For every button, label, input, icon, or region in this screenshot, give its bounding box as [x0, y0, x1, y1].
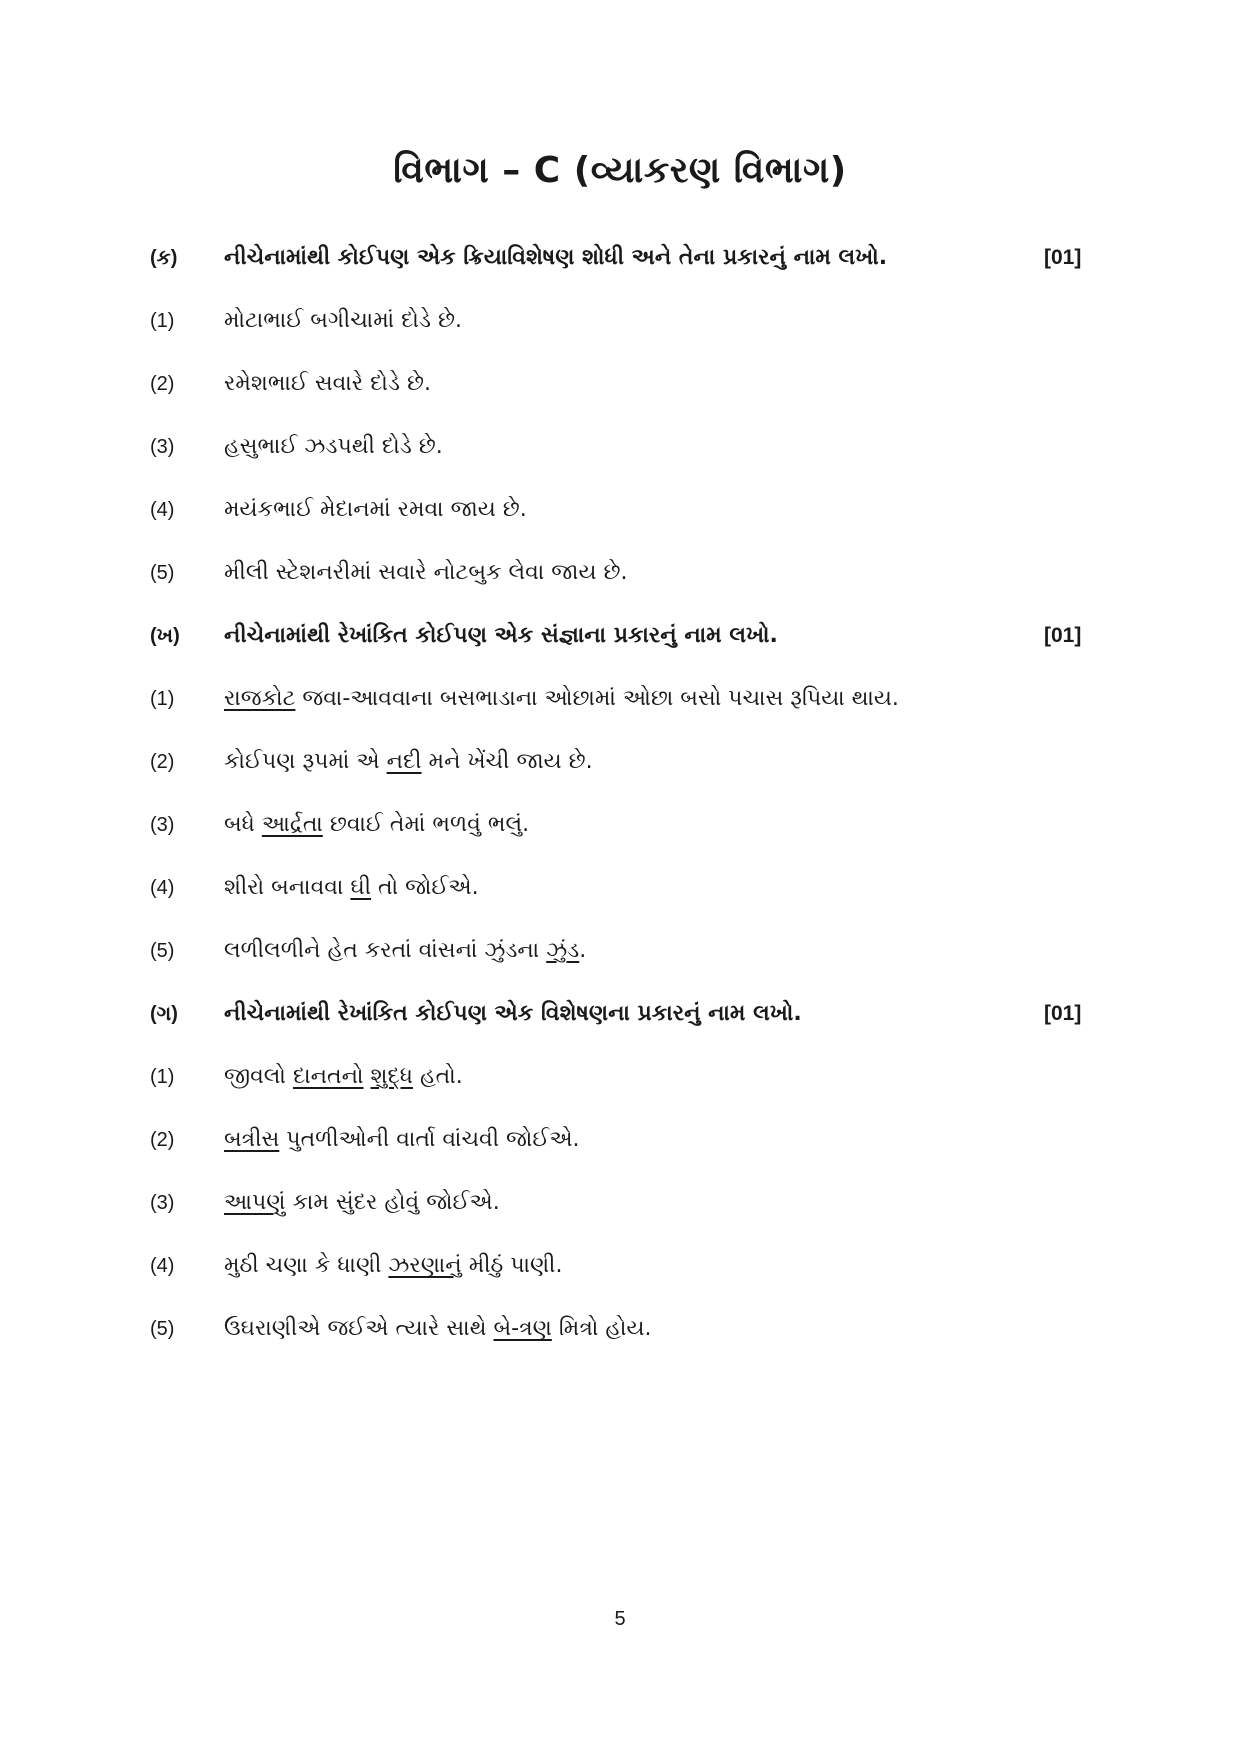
- item-number: (5): [150, 562, 175, 584]
- list-item: [0, 1309, 1240, 1349]
- underlined-word: ઝરણાનું: [388, 1253, 462, 1278]
- item-number: (3): [150, 814, 175, 836]
- list-item: [0, 805, 1240, 845]
- underlined-word: આર્દ્રતા: [261, 812, 323, 837]
- list-item: [0, 868, 1240, 908]
- list-item: [0, 1246, 1240, 1286]
- underlined-word: આપણું: [224, 1190, 286, 1215]
- item-text: ઉઘરાણીએ જઈએ ત્યારે સાથે બે-ત્રણ મિત્રો હોય.: [224, 1316, 652, 1341]
- list-item: [0, 364, 1240, 404]
- item-number: (5): [150, 940, 175, 962]
- list-item: [0, 679, 1240, 719]
- question-heading: [0, 994, 1240, 1034]
- item-number: (2): [150, 1129, 175, 1151]
- item-text: રમેશભાઈ સવારે દોડે છે.: [224, 371, 431, 396]
- item-text: હસુભાઈ ઝડપથી દોડે છે.: [224, 434, 443, 459]
- underlined-word: નદી: [386, 749, 422, 774]
- item-text: શીરો બનાવવા ઘી તો જોઈએ.: [224, 875, 479, 900]
- underlined-word: બે-ત્રણ: [493, 1316, 552, 1341]
- underlined-word: ઘી: [350, 875, 372, 900]
- item-number: (3): [150, 1192, 175, 1214]
- item-text: મોટાભાઈ બગીચામાં દોડે છે.: [224, 308, 462, 333]
- list-item: [0, 427, 1240, 467]
- list-item: [0, 1183, 1240, 1223]
- item-number: (1): [150, 688, 175, 710]
- question-label: (ગ): [150, 1003, 178, 1025]
- item-number: (4): [150, 877, 175, 899]
- item-text: જીવલો દાનતનો શુદ્ધ હતો.: [224, 1064, 463, 1089]
- question-marks: [01]: [1044, 624, 1082, 647]
- item-text: મયંકભાઈ મેદાનમાં રમવા જાય છે.: [224, 497, 527, 522]
- question-text: નીચેનામાંથી રેખાંકિત કોઈપણ એક વિશેષણના પ્રકારનું નામ લખો.: [224, 1001, 802, 1026]
- question-label: (ખ): [150, 625, 180, 647]
- item-number: (3): [150, 436, 175, 458]
- question-heading: [0, 238, 1240, 278]
- question-marks: [01]: [1044, 246, 1082, 269]
- item-number: (1): [150, 1066, 175, 1088]
- item-text: રાજકોટ જવા-આવવાના બસભાડાના ઓછામાં ઓછા બસો પચાસ રૂપિયા થાય.: [224, 686, 899, 711]
- question-heading: [0, 616, 1240, 656]
- item-number: (2): [150, 373, 175, 395]
- item-number: (4): [150, 499, 175, 521]
- list-item: [0, 931, 1240, 971]
- underlined-word: રાજકોટ: [224, 686, 296, 711]
- item-number: (5): [150, 1318, 175, 1340]
- question-text: નીચેનામાંથી કોઈપણ એક ક્રિયાવિશેષણ શોધી અને તેના પ્રકારનું નામ લખો.: [224, 245, 888, 270]
- list-item: [0, 1057, 1240, 1097]
- item-text: બધે આર્દ્રતા છવાઈ તેમાં ભળવું ભલું.: [224, 812, 530, 837]
- item-number: (2): [150, 751, 175, 773]
- list-item: [0, 553, 1240, 593]
- item-text: મુઠી ચણા કે ધાણી ઝરણાનું મીઠું પાણી.: [224, 1253, 563, 1278]
- list-item: [0, 742, 1240, 782]
- question-text: નીચેનામાંથી રેખાંકિત કોઈપણ એક સંજ્ઞાના પ્રકારનું નામ લખો.: [224, 623, 778, 648]
- question-marks: [01]: [1044, 1002, 1082, 1025]
- underlined-word: શુદ્ધ: [370, 1064, 413, 1089]
- item-number: (4): [150, 1255, 175, 1277]
- question-label: (ક): [150, 247, 178, 269]
- underlined-word: ઝુંડ: [546, 938, 580, 963]
- item-text: લળીલળીને હેત કરતાં વાંસનાં ઝુંડના ઝુંડ.: [224, 938, 587, 963]
- item-number: (1): [150, 310, 175, 332]
- list-item: [0, 490, 1240, 530]
- item-text: કોઈપણ રૂપમાં એ નદી મને ખેંચી જાય છે.: [224, 749, 593, 774]
- page-number: 5: [614, 1608, 626, 1630]
- list-item: [0, 301, 1240, 341]
- list-item: [0, 1120, 1240, 1160]
- item-text: બત્રીસ પુતળીઓની વાર્તા વાંચવી જોઈએ.: [224, 1127, 580, 1152]
- item-text: મીલી સ્ટેશનરીમાં સવારે નોટબુક લેવા જાય છે.: [224, 560, 628, 585]
- underlined-word: બત્રીસ: [224, 1127, 280, 1152]
- item-text: આપણું કામ સુંદર હોવું જોઈએ.: [224, 1190, 500, 1215]
- underlined-word: દાનતનો: [292, 1064, 364, 1089]
- section-title: વિભાગ – C (વ્યાકરણ વિભાગ): [393, 150, 847, 191]
